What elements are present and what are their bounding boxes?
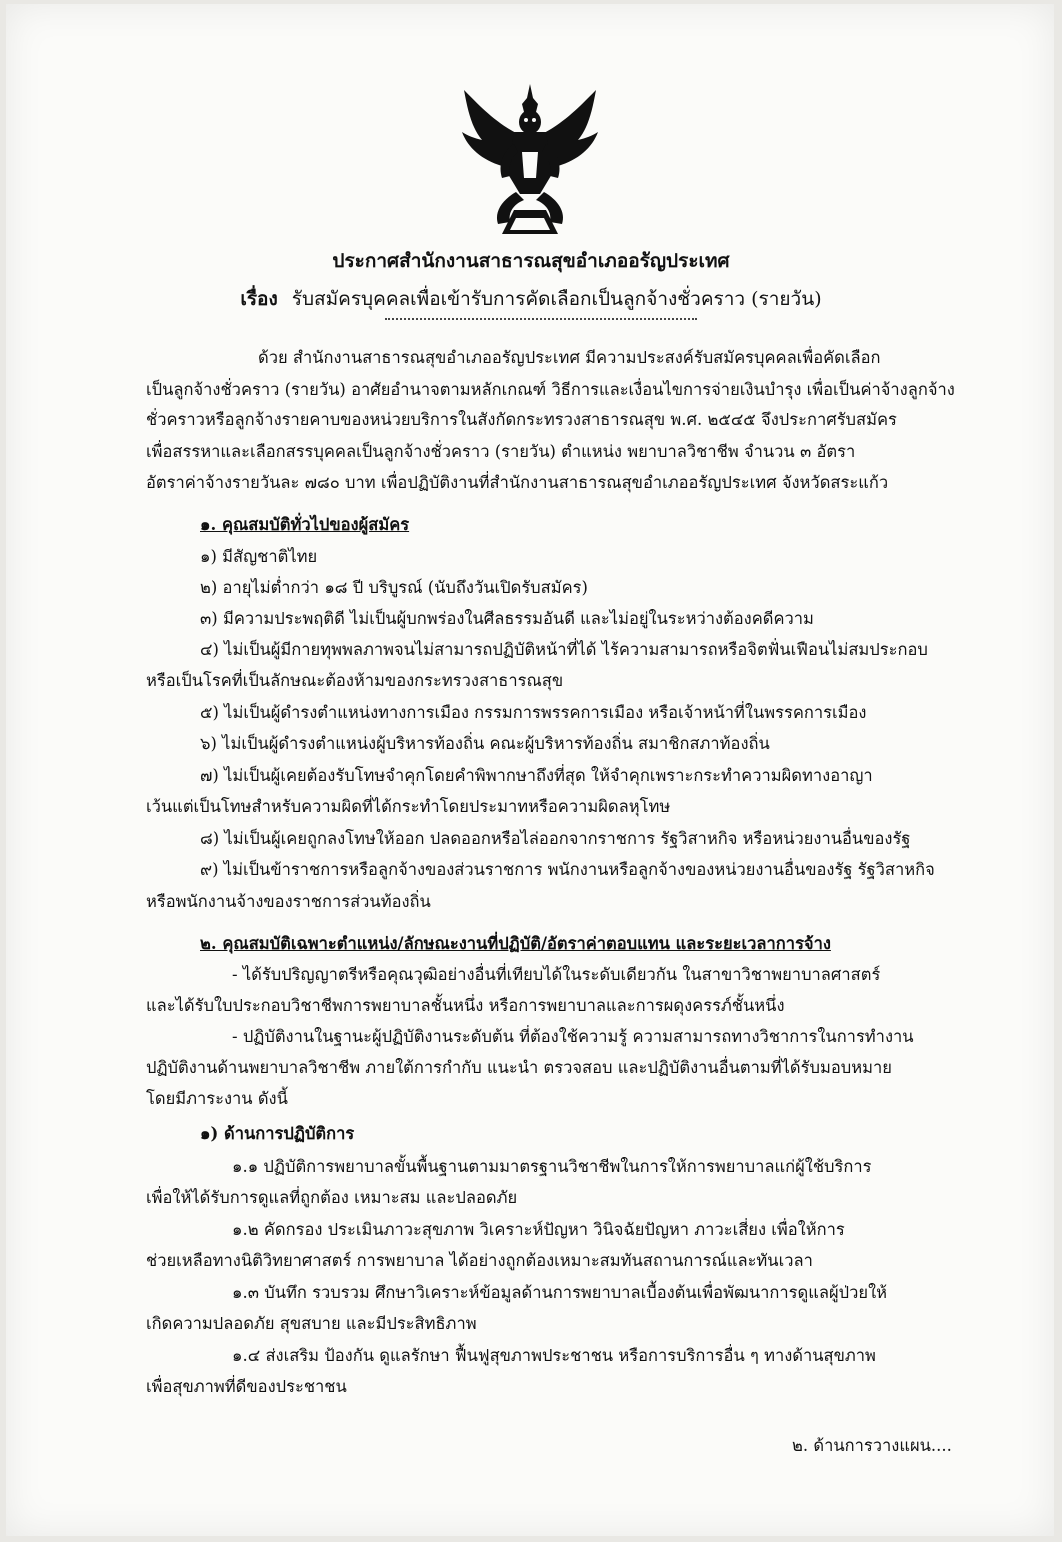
intro-line: เพื่อสรรหาและเลือกสรรบุคคลเป็นลูกจ้างชั่วคราว (รายวัน) ตำแหน่ง พยาบาลวิชาชีพ จำนวน ๓ อัตรา <box>146 442 856 461</box>
intro-line: ด้วย สำนักงานสาธารณสุขอำเภออรัญประเทศ มีความประสงค์รับสมัครบุคคลเพื่อคัดเลือก <box>258 348 881 367</box>
section2-line: ปฏิบัติงานด้านพยาบาลวิชาชีพ ภายใต้การกำกับ แนะนำ ตรวจสอบ และปฏิบัติงานอื่นตามที่ได้รับมอบหมาย <box>146 1058 892 1077</box>
section2-subitem: ๑.๒ คัดกรอง ประเมินภาวะสุขภาพ วิเคราะห์ปัญหา วินิจฉัยปัญหา ภาวะเสี่ยง เพื่อให้การ <box>232 1220 845 1239</box>
section2-subitem: ช่วยเหลือทางนิติวิทยาศาสตร์ การพยาบาล ได้อย่างถูกต้องเหมาะสมทันสถานการณ์และทันเวลา <box>146 1251 813 1270</box>
section2-subitem: เพื่อสุขภาพที่ดีของประชาชน <box>146 1377 347 1396</box>
section1-item: ๖) ไม่เป็นผู้ดำรงตำแหน่งผู้บริหารท้องถิ่น คณะผู้บริหารท้องถิ่น สมาชิกสภาท้องถิ่น <box>200 734 770 753</box>
section1-heading: ๑. คุณสมบัติทั่วไปของผู้สมัคร <box>200 515 410 534</box>
garuda-emblem-icon <box>454 82 606 240</box>
page-continuation: ๒. ด้านการวางแผน.... <box>792 1436 952 1455</box>
dotted-divider <box>385 318 697 320</box>
section1-item: หรือพนักงานจ้างของราชการส่วนท้องถิ่น <box>146 892 431 911</box>
section2-line: และได้รับใบประกอบวิชาชีพการพยาบาลชั้นหนึ่ง หรือการพยาบาลและการผดุงครรภ์ชั้นหนึ่ง <box>146 996 785 1015</box>
section2-line: - ได้รับปริญญาตรีหรือคุณวุฒิอย่างอื่นที่เทียบได้ในระดับเดียวกัน ในสาขาวิชาพยาบาลศาสตร์ <box>232 965 881 984</box>
section1-item: เว้นแต่เป็นโทษสำหรับความผิดที่ได้กระทำโดยประมาทหรือความผิดลหุโทษ <box>146 797 671 816</box>
subject-label: เรื่อง <box>240 288 278 310</box>
section2-subitem: เกิดความปลอดภัย สุขสบาย และมีประสิทธิภาพ <box>146 1314 477 1333</box>
section1-item: ๔) ไม่เป็นผู้มีกายทุพพลภาพจนไม่สามารถปฏิบัติหน้าที่ได้ ไร้ความสามารถหรือจิตฟั่นเฟือนไม่สมประกอบ <box>200 640 928 659</box>
section1-item: ๕) ไม่เป็นผู้ดำรงตำแหน่งทางการเมือง กรรมการพรรคการเมือง หรือเจ้าหน้าที่ในพรรคการเมือง <box>200 703 867 722</box>
subject-text: รับสมัครบุคคลเพื่อเข้ารับการคัดเลือกเป็นลูกจ้างชั่วคราว (รายวัน) <box>291 288 822 310</box>
section2-subitem: เพื่อให้ได้รับการดูแลที่ถูกต้อง เหมาะสม และปลอดภัย <box>146 1188 518 1207</box>
announcement-subject <box>0 284 1062 314</box>
intro-line: ชั่วคราวหรือลูกจ้างรายคาบของหน่วยบริการในสังกัดกระทรวงสาธารณสุข พ.ศ. ๒๕๔๕ จึงประกาศรับสมัคร <box>146 410 897 429</box>
intro-line: เป็นลูกจ้างชั่วคราว (รายวัน) อาศัยอำนาจตามหลักเกณฑ์ วิธีการและเงื่อนไขการจ่ายเงินบำรุง เพื่อเป็นค่าจ้างลูกจ้าง <box>146 380 955 399</box>
section2-heading: ๒. คุณสมบัติเฉพาะตำแหน่ง/ลักษณะงานที่ปฏิบัติ/อัตราค่าตอบแทน และระยะเวลาการจ้าง <box>200 934 831 953</box>
section1-item: ๙) ไม่เป็นข้าราชการหรือลูกจ้างของส่วนราชการ พนักงานหรือลูกจ้างของหน่วยงานอื่นของรัฐ รัฐวิสาหกิจ <box>200 860 935 879</box>
section2-subitem: ๑.๓ บันทึก รวบรวม ศึกษาวิเคราะห์ข้อมูลด้านการพยาบาลเบื้องต้นเพื่อพัฒนาการดูแลผู้ป่วยให้ <box>232 1283 887 1302</box>
section1-item: ๘) ไม่เป็นผู้เคยถูกลงโทษให้ออก ปลดออกหรือไล่ออกจากราชการ รัฐวิสาหกิจ หรือหน่วยงานอื่นของรัฐ <box>200 829 911 848</box>
section1-item: ๒) อายุไม่ต่ำกว่า ๑๘ ปี บริบูรณ์ (นับถึงวันเปิดรับสมัคร) <box>200 578 588 597</box>
section1-item: ๓) มีความประพฤติดี ไม่เป็นผู้บกพร่องในศีลธรรมอันดี และไม่อยู่ในระหว่างต้องคดีความ <box>200 609 814 628</box>
section1-item: ๑) มีสัญชาติไทย <box>200 547 318 566</box>
section2-subitem: ๑.๔ ส่งเสริม ป้องกัน ดูแลรักษา ฟื้นฟูสุขภาพประชาชน หรือการบริการอื่น ๆ ทางด้านสุขภาพ <box>232 1346 876 1365</box>
section2-line: - ปฏิบัติงานในฐานะผู้ปฏิบัติงานระดับต้น ที่ต้องใช้ความรู้ ความสามารถทางวิชาการในการทำงาน <box>232 1027 914 1046</box>
intro-line: อัตราค่าจ้างรายวันละ ๗๘๐ บาท เพื่อปฏิบัติงานที่สำนักงานสาธารณสุขอำเภออรัญประเทศ จังหวัดสระแก้ว <box>146 473 889 492</box>
section1-item: ๗) ไม่เป็นผู้เคยต้องรับโทษจำคุกโดยคำพิพากษาถึงที่สุด ให้จำคุกเพราะกระทำความผิดทางอาญา <box>200 766 873 785</box>
section2-subheading: ๑) ด้านการปฏิบัติการ <box>200 1124 355 1143</box>
section1-item: หรือเป็นโรคที่เป็นลักษณะต้องห้ามของกระทรวงสาธารณสุข <box>146 671 564 690</box>
section2-line: โดยมีภาระงาน ดังนี้ <box>146 1089 288 1108</box>
section2-subitem: ๑.๑ ปฏิบัติการพยาบาลขั้นพื้นฐานตามมาตรฐานวิชาชีพในการให้การพยาบาลแก่ผู้ใช้บริการ <box>232 1157 872 1176</box>
announcement-title: ประกาศสำนักงานสาธารณสุขอำเภออรัญประเทศ <box>332 250 730 272</box>
